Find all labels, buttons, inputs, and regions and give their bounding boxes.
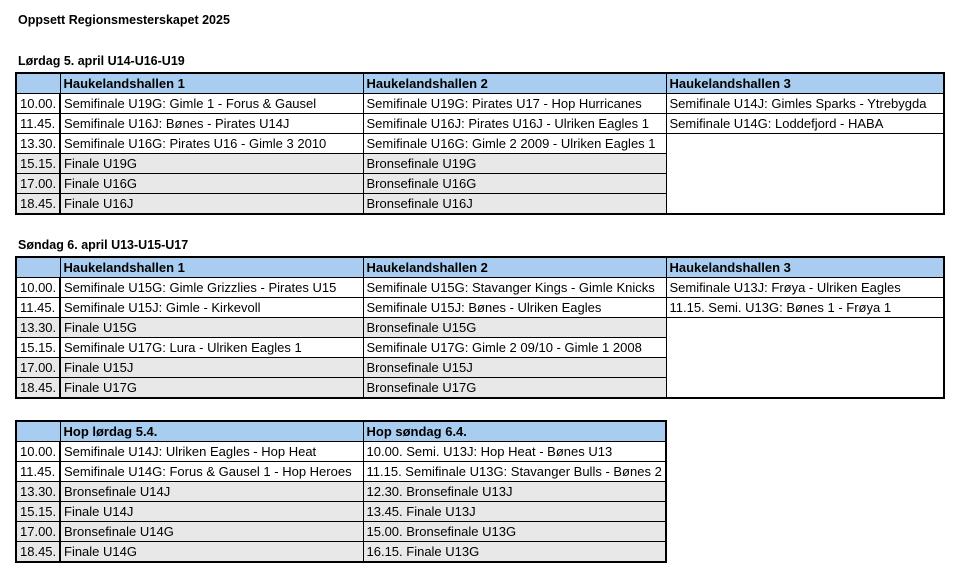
time-cell: 18.45. [16,542,60,563]
match-cell: 10.00. Semi. U13J: Hop Heat - Bønes U13 [363,442,666,462]
match-cell: Semifinale U16J: Pirates U16J - Ulriken Eagles 1 [363,114,666,134]
empty-cell [666,338,944,358]
time-cell: 18.45. [16,378,60,399]
table-row [16,318,944,338]
time-cell: 15.15. [16,502,60,522]
match-cell: Finale U14G [60,542,363,563]
match-cell: 11.15. Semifinale U13G: Stavanger Bulls - Bønes 2 [363,462,666,482]
match-cell: 13.45. Finale U13J [363,502,666,522]
match-cell: Finale U16J [60,194,363,215]
table-row [16,298,944,318]
match-cell: Semifinale U16G: Gimle 2 2009 - Ulriken Eagles 1 [363,134,666,154]
saturday-heading: Lørdag 5. april U14-U16-U19 [18,54,185,68]
time-cell: 15.15. [16,154,60,174]
corner-cell [16,73,60,94]
match-cell: Bronsefinale U14J [60,482,363,502]
table-header-row [16,257,944,278]
match-cell: Semifinale U15G: Stavanger Kings - Gimle Knicks [363,278,666,298]
match-cell: Semifinale U17G: Gimle 2 09/10 - Gimle 1 2008 [363,338,666,358]
time-cell: 15.15. [16,338,60,358]
time-cell: 17.00. [16,174,60,194]
hall-2-header: Haukelandshallen 2 [363,73,666,94]
match-cell: Semifinale U15J: Gimle - Kirkevoll [60,298,363,318]
match-cell: Bronsefinale U19G [363,154,666,174]
table-header-row [16,421,666,442]
match-cell: Semifinale U14J: Ulriken Eagles - Hop Heat [60,442,363,462]
table-row [16,378,944,399]
match-cell: Semifinale U17G: Lura - Ulriken Eagles 1 [60,338,363,358]
table-header-row [16,73,944,94]
table-row [16,114,944,134]
time-cell: 13.30. [16,482,60,502]
match-cell: Bronsefinale U16G [363,174,666,194]
table-row [16,154,944,174]
time-cell: 10.00. [16,278,60,298]
match-cell: Finale U15J [60,358,363,378]
time-cell: 11.45. [16,462,60,482]
match-cell: Finale U17G [60,378,363,399]
match-cell: Finale U19G [60,154,363,174]
sunday-schedule-table [15,256,945,399]
hop-schedule-table [15,420,667,563]
time-cell: 10.00. [16,94,60,114]
empty-cell [666,134,944,154]
time-cell: 13.30. [16,134,60,154]
time-cell: 13.30. [16,318,60,338]
corner-cell [16,257,60,278]
empty-cell [666,378,944,399]
table-row [16,278,944,298]
match-cell: Bronsefinale U16J [363,194,666,215]
match-cell: Semifinale U13J: Frøya - Ulriken Eagles [666,278,944,298]
match-cell: Semifinale U15G: Gimle Grizzlies - Pirates U15 [60,278,363,298]
match-cell: 16.15. Finale U13G [363,542,666,563]
table-row [16,338,944,358]
match-cell: Finale U16G [60,174,363,194]
hop-saturday-header: Hop lørdag 5.4. [60,421,363,442]
hall-1-header: Haukelandshallen 1 [60,257,363,278]
saturday-schedule-table [15,72,945,215]
match-cell: Semifinale U14J: Gimles Sparks - Ytrebygda [666,94,944,114]
match-cell: Semifinale U15J: Bønes - Ulriken Eagles [363,298,666,318]
document-title: Oppsett Regionsmesterskapet 2025 [18,13,230,27]
match-cell: Semifinale U14G: Forus & Gausel 1 - Hop Heroes [60,462,363,482]
time-cell: 11.45. [16,114,60,134]
empty-cell [666,174,944,194]
hall-3-header: Haukelandshallen 3 [666,73,944,94]
match-cell: Bronsefinale U15G [363,318,666,338]
table-row [16,482,666,502]
table-row [16,522,666,542]
hop-sunday-header: Hop søndag 6.4. [363,421,666,442]
time-cell: 10.00. [16,442,60,462]
table-row [16,174,944,194]
empty-cell [666,194,944,215]
table-row [16,134,944,154]
table-row [16,542,666,563]
match-cell: Bronsefinale U14G [60,522,363,542]
table-row [16,462,666,482]
match-cell: Semifinale U14G: Loddefjord - HABA [666,114,944,134]
match-cell: Bronsefinale U17G [363,378,666,399]
empty-cell [666,358,944,378]
match-cell: Semifinale U19G: Pirates U17 - Hop Hurricanes [363,94,666,114]
empty-cell [666,318,944,338]
match-cell: 15.00. Bronsefinale U13G [363,522,666,542]
time-cell: 11.45. [16,298,60,318]
corner-cell [16,421,60,442]
table-row [16,442,666,462]
match-cell: Semifinale U16J: Bønes - Pirates U14J [60,114,363,134]
match-cell: 12.30. Bronsefinale U13J [363,482,666,502]
match-cell: Semifinale U19G: Gimle 1 - Forus & Gausel [60,94,363,114]
match-cell: Semifinale U16G: Pirates U16 - Gimle 3 2010 [60,134,363,154]
sunday-heading: Søndag 6. april U13-U15-U17 [18,238,189,252]
table-row [16,358,944,378]
table-row [16,502,666,522]
match-cell: Finale U15G [60,318,363,338]
time-cell: 17.00. [16,522,60,542]
hall-2-header: Haukelandshallen 2 [363,257,666,278]
time-cell: 17.00. [16,358,60,378]
empty-cell [666,154,944,174]
match-cell: Bronsefinale U15J [363,358,666,378]
hall-1-header: Haukelandshallen 1 [60,73,363,94]
table-row [16,94,944,114]
hall-3-header: Haukelandshallen 3 [666,257,944,278]
match-cell: Finale U14J [60,502,363,522]
time-cell: 18.45. [16,194,60,215]
table-row [16,194,944,215]
match-cell: 11.15. Semi. U13G: Bønes 1 - Frøya 1 [666,298,944,318]
